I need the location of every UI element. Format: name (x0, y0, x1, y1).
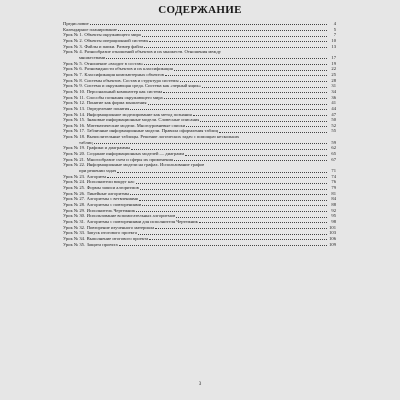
toc-entry-lesson (63, 242, 336, 248)
toc-entry-lesson (63, 162, 336, 173)
toc-page-number: 44 (331, 105, 336, 111)
page-number: 3 (198, 382, 202, 387)
leader-dots (164, 98, 327, 99)
toc-lesson-label: Урок № 30. (63, 213, 86, 219)
toc-entry-text: Система и окружающая среда. Система как «черный ящик» (84, 83, 202, 89)
toc-entry-text: Знаковые информационные модели. Словесные описания (86, 117, 200, 123)
lesson-list (63, 32, 336, 247)
toc-entry-text: Алгоритм (86, 173, 106, 179)
toc-page-number: 101 (329, 224, 336, 230)
toc-page-number: 84 (331, 196, 336, 202)
toc-entry-text-continued: при решении задач (79, 168, 117, 174)
toc-lesson-label: Урок № 18. (63, 134, 86, 140)
leader-dots (144, 47, 327, 48)
toc-entry-text: Алгоритмы с ветвлениями (86, 196, 139, 202)
toc-lesson-label: Урок № 14. (63, 111, 86, 117)
toc-entry-text: Системы объектов. Состав и структура системы (84, 77, 179, 83)
toc-entry-text: Запуск итогового проекта (86, 230, 137, 236)
leader-dots (219, 132, 327, 133)
leader-dots (176, 217, 327, 218)
leader-dots (185, 155, 327, 156)
toc-page-number: 36 (331, 94, 336, 100)
leader-dots (149, 239, 327, 240)
toc-page-number: 13 (331, 43, 336, 49)
toc-entry-lesson (63, 134, 336, 145)
leader-dots (140, 189, 327, 190)
toc-entry-text: Многообразие схем и сферы их применения (86, 156, 174, 162)
toc-page-number: 52 (331, 122, 336, 128)
toc-lesson-label: Урок № 6. (63, 66, 83, 72)
leader-dots (118, 30, 327, 31)
toc-entry-text: Формы записи алгоритмов (86, 185, 139, 191)
leader-dots (119, 245, 327, 246)
page-title: СОДЕРЖАНИЕ (158, 4, 242, 16)
toc-page-number: 5 (333, 26, 336, 32)
toc-entry-text: Классификация компьютерных объектов (84, 71, 164, 77)
leader-dots (144, 64, 327, 65)
toc-page-number: 98 (331, 218, 336, 224)
toc-lesson-label: Урок № 3. (63, 43, 83, 49)
toc-lesson-label: Урок № 10. (63, 88, 86, 94)
toc-lesson-label: Урок № 9. (63, 83, 83, 89)
toc-entry-lesson (63, 49, 336, 60)
toc-lesson-label: Урок № 28. (63, 202, 86, 207)
leader-dots (186, 126, 327, 127)
leader-dots (174, 160, 327, 161)
toc-lesson-label: Урок № 35. (63, 241, 86, 247)
leader-dots (200, 121, 327, 122)
leader-dots (165, 75, 327, 76)
toc-entry-text: Разнообразие отношений объектов и их множеств. Отношения между (84, 49, 222, 55)
toc-lesson-label: Урок № 21. (63, 156, 86, 162)
toc-entry-text: Исполнители вокруг нас (86, 179, 135, 185)
toc-entry-text: Определение понятия (86, 105, 130, 111)
toc-lesson-label: Урок № 15. (63, 117, 86, 123)
toc-entry-text: Календарное планирование (63, 26, 117, 32)
leader-dots (155, 228, 327, 229)
toc-lesson-label: Урок № 11. (63, 94, 85, 100)
toc-entry-text: Вычислительные таблицы. Решение логических задач с помощью нескольких (86, 134, 240, 140)
toc-page-number: 19 (331, 60, 336, 66)
toc-entry-text: Объекты окружающего мира (84, 32, 141, 38)
toc-lesson-label: Урок № 17. (63, 128, 86, 134)
leader-dots (130, 109, 327, 110)
toc-entry-text: Способы познания окружающего мира (86, 94, 163, 100)
toc-lesson-label: Урок № 32. (63, 224, 86, 230)
toc-page-number: 55 (331, 128, 336, 134)
toc-page-number: 7 (333, 32, 336, 38)
toc-page-number: 76 (331, 179, 336, 185)
leader-dots (139, 200, 327, 201)
leader-dots (202, 87, 327, 88)
table-of-contents (63, 21, 336, 247)
leader-dots (107, 177, 327, 178)
toc-entry-text: Разновидности объектов и их классификация (84, 66, 173, 72)
toc-entry-text: Понятие как форма мышления (86, 100, 147, 106)
toc-lesson-label: Урок № 27. (63, 196, 86, 202)
leader-dots (106, 58, 327, 59)
toc-page-number: 50 (331, 117, 336, 123)
toc-lesson-label: Урок № 1. (63, 32, 83, 38)
toc-entry-text: Создание информационных моделей — диаграмм (86, 151, 185, 157)
toc-lesson-label: Урок № 4. (63, 49, 83, 55)
toc-entry-text: Использование вспомогательных алгоритмов (86, 213, 176, 219)
toc-lesson-label: Урок № 7. (63, 71, 83, 77)
toc-page-number: 34 (331, 88, 336, 94)
toc-page-number: 81 (331, 190, 336, 196)
leader-dots (130, 194, 327, 195)
toc-entry-text: Алгоритмы с повторениями для исполнителя Чертежник (86, 218, 198, 224)
toc-lesson-label: Урок № 2. (63, 37, 83, 43)
toc-lesson-label: Урок № 16. (63, 122, 86, 128)
toc-page-number: 41 (331, 100, 336, 106)
leader-dots (142, 36, 327, 37)
toc-page-number: 62 (331, 145, 336, 151)
toc-lesson-label: Урок № 29. (63, 207, 86, 213)
toc-lesson-label: Урок № 24. (63, 179, 86, 185)
leader-dots (193, 115, 327, 116)
leader-dots (117, 172, 327, 173)
leader-dots (138, 234, 327, 235)
toc-page-number: 103 (329, 230, 336, 236)
toc-lesson-label: Урок № 33. (63, 230, 86, 236)
toc-page-number: 106 (329, 235, 336, 241)
toc-page-number: 65 (331, 151, 336, 157)
toc-page-number: 67 (331, 156, 336, 162)
leader-dots (94, 143, 327, 144)
leader-dots (90, 24, 327, 25)
toc-entry-text: Табличные информационные модели. Правила оформления таблиц (86, 128, 219, 134)
toc-page-number: 95 (331, 213, 336, 219)
toc-entry-text: Объекты операционной системы (84, 37, 149, 43)
toc-entry-text: Повторение изученного материала (86, 224, 155, 230)
toc-entry-text-continued: таблиц (79, 139, 93, 145)
toc-page-number: 92 (331, 207, 336, 213)
toc-page-number: 74 (331, 173, 336, 179)
toc-lesson-label: Урок № 34. (63, 235, 86, 241)
toc-page-number: 4 (333, 21, 336, 26)
toc-lesson-label: Урок № 5. (63, 60, 83, 66)
toc-page-number: 22 (331, 66, 336, 72)
toc-page-number: 88 (331, 202, 336, 207)
toc-entry-text: Отношение «входит в состав» (84, 60, 144, 66)
toc-lesson-label: Урок № 25. (63, 185, 86, 191)
toc-entry-text: Предисловие (63, 21, 89, 26)
leader-dots (131, 149, 327, 150)
leader-dots (148, 104, 328, 105)
toc-entry-text: Выполнение итогового проекта (86, 235, 149, 241)
leader-dots (136, 211, 327, 212)
toc-page-number: 59 (331, 139, 336, 145)
toc-lesson-label: Урок № 31. (63, 218, 86, 224)
leader-dots (199, 222, 327, 223)
toc-lesson-label: Урок № 8. (63, 77, 83, 83)
toc-entry-text: Защита проекта (86, 241, 118, 247)
leader-dots (142, 205, 327, 206)
toc-entry-text-continued: множествами (79, 54, 106, 60)
toc-entry-text: Исполнитель Чертежник (86, 207, 136, 213)
toc-lesson-label: Урок № 12. (63, 100, 86, 106)
toc-entry-text: Математические модели. Многоуровневые списки (86, 122, 186, 128)
leader-dots (149, 41, 327, 42)
toc-lesson-label: Урок № 23. (63, 173, 86, 179)
toc-page-number: 28 (331, 77, 336, 83)
toc-page-number: 47 (331, 111, 336, 117)
toc-page-number: 79 (331, 185, 336, 191)
leader-dots (163, 92, 327, 93)
toc-entry-text: Информационные модели на графах. Использование графов (86, 162, 205, 168)
toc-page-number: 10 (331, 37, 336, 43)
toc-lesson-label: Урок № 22. (63, 162, 86, 168)
leader-dots (174, 70, 327, 71)
leader-dots (180, 81, 327, 82)
toc-page-number: 17 (331, 54, 336, 60)
toc-entry-text: Алгоритмы с повторениями (86, 202, 142, 207)
toc-page-number: 25 (331, 71, 336, 77)
toc-lesson-label: Урок № 19. (63, 145, 86, 151)
toc-entry-text: Файлы и папки. Размер файла (84, 43, 143, 49)
toc-page-number: 71 (331, 168, 336, 174)
toc-entry-text: Информационное моделирование как метод познания (86, 111, 192, 117)
toc-lesson-label: Урок № 13. (63, 105, 86, 111)
toc-lesson-label: Урок № 20. (63, 151, 86, 157)
toc-page-number: 109 (329, 241, 336, 247)
leader-dots (136, 183, 327, 184)
toc-lesson-label: Урок № 26. (63, 190, 86, 196)
toc-page-number: 31 (331, 83, 336, 89)
toc-entry-text: Персональный компьютер как система (86, 88, 163, 94)
toc-entry-text: Графики и диаграммы (86, 145, 131, 151)
toc-entry-text: Линейные алгоритмы (86, 190, 130, 196)
